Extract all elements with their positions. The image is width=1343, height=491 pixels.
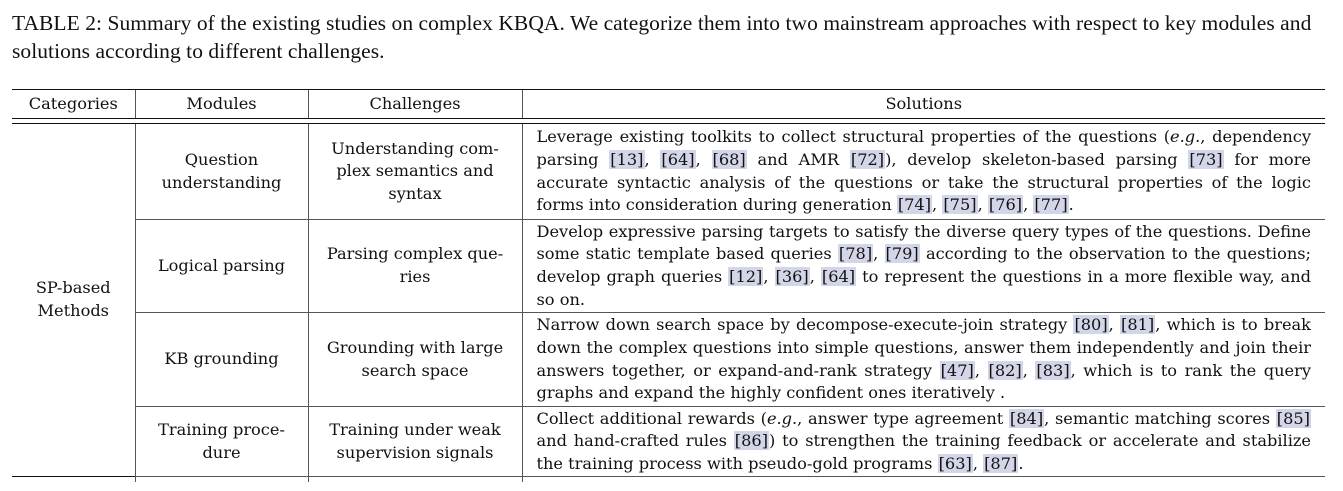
challenge-cell xyxy=(308,407,522,477)
module-line: KB grounding xyxy=(164,349,279,369)
solution-cell xyxy=(522,220,1325,313)
challenge-line: Parsing complex que- xyxy=(326,244,504,264)
table-caption: TABLE 2: Summary of the existing studies on complex KBQA. We categorize them into two mainstream approaches with respect to key modules and solutions according to different challenges. xyxy=(12,11,1312,63)
table-bottom-rule xyxy=(12,477,1325,483)
citation-link[interactable]: [68] xyxy=(712,149,746,169)
module-line: Question xyxy=(184,149,259,169)
citation-link[interactable]: [77] xyxy=(1034,195,1068,215)
challenge-line: search space xyxy=(361,360,469,380)
module-cell xyxy=(135,124,308,220)
citation-link[interactable]: [80] xyxy=(1074,315,1108,335)
solution-text: Narrow down search space by decompose-execute-join strategy [80], [81], which is to break down the complex questions into simple questions, answer them independently and join their answers together, or expand-and-rank strategy [47], [82], [83], which is to rank the query graphs and expand the highly confident ones iteratively . xyxy=(536,315,1311,403)
citation-link[interactable]: [64] xyxy=(821,267,856,286)
category-line: SP-based xyxy=(35,278,111,298)
header-solutions: Solutions xyxy=(522,90,1325,119)
citation-link[interactable]: [84] xyxy=(1009,408,1044,428)
solution-text: Develop expressive parsing targets to satisfy the diverse query types of the questions. Define some static template based queries [78], [79] according to the observation to the questions; develop graph queries [12], [36], [64] to represent the questions in a more flexible way, and so on. xyxy=(536,221,1312,309)
solution-cell xyxy=(522,313,1325,407)
table-row xyxy=(12,313,1325,407)
module-cell xyxy=(135,407,308,477)
module-line: Logical parsing xyxy=(157,255,286,275)
citation-link[interactable]: [86] xyxy=(734,431,769,451)
module-line: Training proce- xyxy=(158,419,285,439)
category-line: Methods xyxy=(37,301,109,320)
challenge-cell xyxy=(308,313,522,407)
challenge-line: ries xyxy=(399,267,431,286)
challenge-line: Understanding com- xyxy=(331,138,499,158)
citation-link[interactable]: [12] xyxy=(729,267,763,286)
citation-link[interactable]: [73] xyxy=(1189,149,1223,169)
citation-link[interactable]: [81] xyxy=(1121,315,1155,335)
citation-link[interactable]: [72] xyxy=(850,149,885,169)
table-row xyxy=(12,220,1325,313)
citation-link[interactable]: [36] xyxy=(775,267,809,286)
citation-link[interactable]: [76] xyxy=(988,195,1023,215)
module-line: understanding xyxy=(161,172,282,192)
citation-link[interactable]: [87] xyxy=(984,453,1018,473)
category-cell xyxy=(12,124,135,477)
challenge-cell xyxy=(308,220,522,313)
module-cell xyxy=(135,313,308,407)
citation-link[interactable]: [83] xyxy=(1036,360,1070,380)
table-row xyxy=(12,124,1325,220)
solution-text: Collect additional rewards (e.g., answer type agreement [84], semantic matching scores [85] and hand-crafted rules [86]) to strengthen the training feedback or accelerate and stabilize the training process with pseudo-gold programs [63], [87]. xyxy=(536,408,1311,473)
summary-table xyxy=(12,89,1325,482)
table-row xyxy=(12,407,1325,477)
solution-cell xyxy=(522,407,1325,477)
citation-link[interactable]: [85] xyxy=(1276,408,1310,428)
challenge-line: Training under weak xyxy=(329,419,501,439)
solution-cell xyxy=(522,124,1325,220)
citation-link[interactable]: [82] xyxy=(988,360,1022,380)
header-row xyxy=(12,90,1325,119)
citation-link[interactable]: [47] xyxy=(940,360,974,380)
citation-link[interactable]: [79] xyxy=(885,244,919,264)
header-categories: Categories xyxy=(12,90,135,119)
solution-text: Leverage existing toolkits to collect structural properties of the questions (e.g., dependency parsing [13], [64], [68] and AMR [72]), develop skeleton-based parsing [73] for more accurate syntactic analysis of the questions or take the structural properties of the logic forms into consideration during generation [74], [75], [76], [77]. xyxy=(536,127,1311,215)
citation-link[interactable]: [64] xyxy=(661,149,695,169)
citation-link[interactable]: [63] xyxy=(938,453,972,473)
citation-link[interactable]: [13] xyxy=(610,149,644,169)
citation-link[interactable]: [74] xyxy=(897,195,932,215)
citation-link[interactable]: [78] xyxy=(838,244,873,264)
challenge-line: supervision signals xyxy=(336,442,494,462)
module-line: dure xyxy=(202,442,241,462)
header-modules: Modules xyxy=(135,90,308,119)
challenge-line: Grounding with large xyxy=(326,337,504,357)
challenge-line: syntax xyxy=(388,183,442,203)
challenge-line: plex semantics and xyxy=(336,161,494,181)
header-challenges: Challenges xyxy=(308,90,522,119)
citation-link[interactable]: [75] xyxy=(943,195,977,215)
challenge-cell xyxy=(308,124,522,220)
module-cell xyxy=(135,220,308,313)
